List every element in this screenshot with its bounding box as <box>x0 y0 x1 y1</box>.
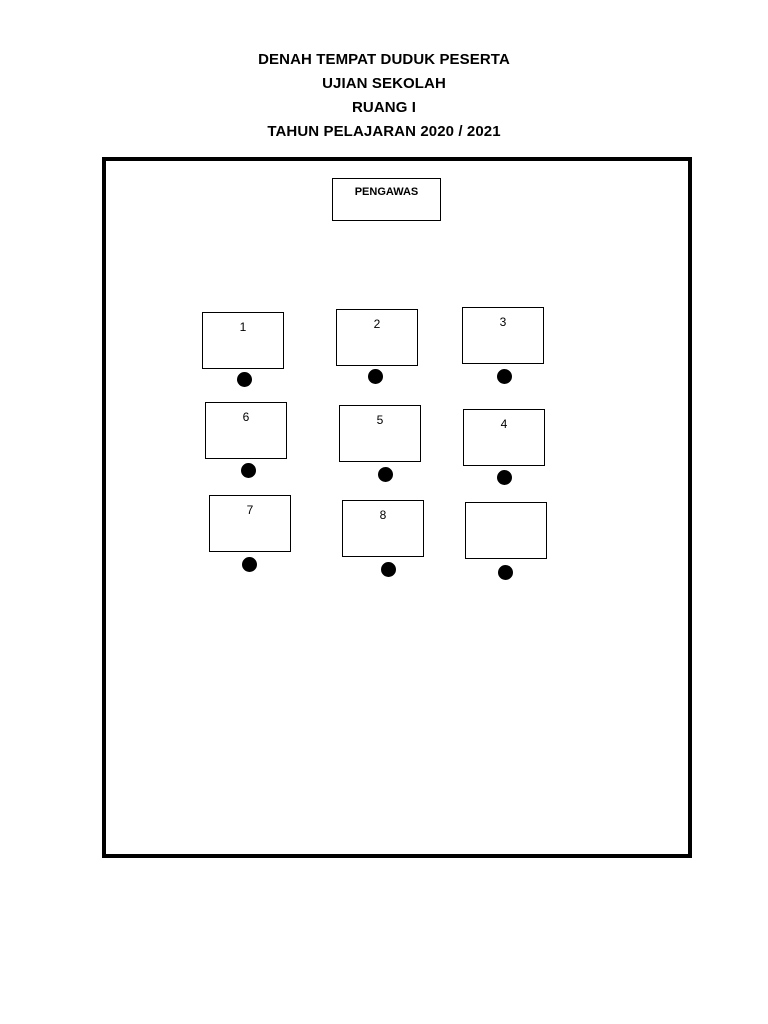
seat-marker <box>241 463 256 478</box>
desk-number: 2 <box>373 317 381 331</box>
desk-9 <box>465 502 547 559</box>
title-line-3: RUANG I <box>351 99 417 116</box>
desk-number: 7 <box>246 503 254 517</box>
desk-number: 4 <box>500 417 508 431</box>
desk-number: 6 <box>242 410 250 424</box>
desk-5 <box>339 405 421 462</box>
desk-number: 5 <box>376 413 384 427</box>
desk-number: 1 <box>239 320 247 334</box>
title-line-1: DENAH TEMPAT DUDUK PESERTA <box>258 51 510 68</box>
title-line-2: UJIAN SEKOLAH <box>322 75 446 92</box>
desk-number: 3 <box>499 315 507 329</box>
room-outline <box>102 157 692 858</box>
proctor-label: PENGAWAS <box>354 186 419 198</box>
seat-marker <box>497 369 512 384</box>
desk-number: 8 <box>379 508 387 522</box>
seat-marker <box>498 565 513 580</box>
desk-7 <box>209 495 291 552</box>
desk-6 <box>205 402 287 459</box>
desk-number <box>466 503 546 510</box>
seat-marker <box>381 562 396 577</box>
seat-marker <box>242 557 257 572</box>
desk-4 <box>463 409 545 466</box>
seat-marker <box>378 467 393 482</box>
desk-2 <box>336 309 418 366</box>
desk-8 <box>342 500 424 557</box>
seat-marker <box>497 470 512 485</box>
desk-3 <box>462 307 544 364</box>
title-line-4: TAHUN PELAJARAN 2020 / 2021 <box>267 123 501 140</box>
page-title <box>0 48 768 144</box>
proctor-desk <box>332 178 441 221</box>
seat-marker <box>368 369 383 384</box>
seat-marker <box>237 372 252 387</box>
desk-1 <box>202 312 284 369</box>
